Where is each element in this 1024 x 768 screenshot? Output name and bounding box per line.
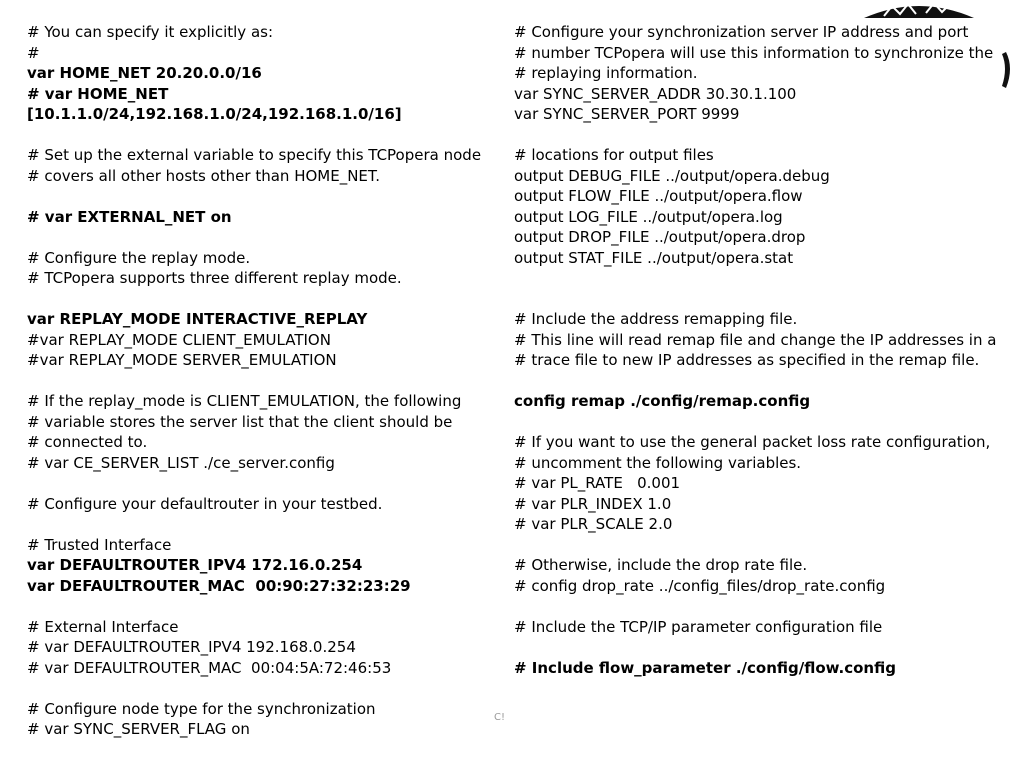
right-config-line: # var PLR_INDEX 1.0 [514, 494, 672, 513]
right-config-line: # Include the address remapping file. [514, 310, 798, 328]
left-config-column [27, 22, 497, 740]
left-config-line: var REPLAY_MODE INTERACTIVE_REPLAY [27, 310, 368, 328]
left-config-line: # covers all other hosts other than HOME_NET. [27, 166, 381, 185]
right-config-line: # var PL_RATE 0.001 [514, 474, 681, 492]
right-config-line: # replaying information. [514, 64, 698, 82]
left-config-line: # var HOME_NET [27, 84, 169, 103]
left-config-blank-line [27, 678, 497, 699]
right-config-line: var SYNC_SERVER_PORT 9999 [514, 105, 740, 123]
right-config-blank-line [514, 371, 1014, 392]
left-config-blank-line [27, 289, 497, 310]
partial-logo-icon [834, 0, 1024, 110]
right-config-line: # locations for output files [514, 146, 714, 164]
right-config-line: # Include the TCP/IP parameter configuration file [514, 617, 883, 636]
right-config-blank-line [514, 535, 1014, 556]
right-config-line: # Otherwise, include the drop rate file. [514, 556, 808, 574]
left-config-blank-line [27, 227, 497, 248]
right-config-column [514, 22, 1014, 678]
right-config-line: output DEBUG_FILE ../output/opera.debug [514, 166, 830, 185]
right-config-line: # Include flow_parameter ./config/flow.config [514, 658, 896, 677]
right-config-line: # If you want to use the general packet loss rate configuration, [514, 433, 991, 451]
left-config-line: var DEFAULTROUTER_IPV4 172.16.0.254 [27, 556, 363, 574]
left-config-line: # var DEFAULTROUTER_MAC 00:04:5A:72:46:53 [27, 658, 392, 677]
right-config-line: # var PLR_SCALE 2.0 [514, 515, 673, 533]
right-config-line: # config drop_rate ../config_files/drop_rate.config [514, 576, 886, 595]
left-config-line: # variable stores the server list that the client should be [27, 412, 453, 431]
left-config-line: # You can specify it explicitly as: [27, 23, 273, 41]
left-config-line: #var REPLAY_MODE CLIENT_EMULATION [27, 330, 331, 349]
left-config-line: # Configure the replay mode. [27, 248, 251, 267]
right-config-blank-line [514, 289, 1014, 310]
right-config-blank-line [514, 596, 1014, 617]
left-config-line: # var DEFAULTROUTER_IPV4 192.168.0.254 [27, 638, 356, 656]
left-config-line: # var SYNC_SERVER_FLAG on [27, 720, 250, 738]
left-config-blank-line [27, 473, 497, 494]
right-config-blank-line [514, 412, 1014, 433]
right-config-line: # This line will read remap file and change the IP addresses in a [514, 330, 997, 349]
left-config-line: # var EXTERNAL_NET on [27, 207, 232, 226]
right-config-line: # number TCPopera will use this information to synchronize the [514, 43, 994, 62]
center-mark: C! [494, 712, 505, 723]
right-config-line: output STAT_FILE ../output/opera.stat [514, 248, 794, 267]
left-config-line: #var REPLAY_MODE SERVER_EMULATION [27, 351, 337, 369]
right-config-line: # trace file to new IP addresses as specified in the remap file. [514, 351, 980, 369]
left-config-line: # var CE_SERVER_LIST ./ce_server.config [27, 453, 335, 472]
left-config-blank-line [27, 596, 497, 617]
right-config-blank-line [514, 268, 1014, 289]
left-config-blank-line [27, 371, 497, 392]
left-config-line: # Configure node type for the synchronization [27, 699, 376, 718]
left-config-line: # If the replay_mode is CLIENT_EMULATION, the following [27, 392, 462, 410]
left-config-line: # connected to. [27, 433, 148, 451]
left-config-line: # Trusted Interface [27, 535, 172, 554]
left-config-blank-line [27, 125, 497, 146]
left-config-blank-line [27, 514, 497, 535]
right-config-blank-line [514, 125, 1014, 146]
left-config-line: # [27, 43, 40, 62]
right-config-line: config remap ./config/remap.config [514, 392, 811, 410]
right-config-line: # Configure your synchronization server IP address and port [514, 23, 969, 41]
right-config-line: var SYNC_SERVER_ADDR 30.30.1.100 [514, 84, 797, 103]
right-config-line: output LOG_FILE ../output/opera.log [514, 207, 783, 226]
left-config-line: var DEFAULTROUTER_MAC 00:90:27:32:23:29 [27, 576, 411, 595]
left-config-line: var HOME_NET 20.20.0.0/16 [27, 64, 262, 82]
left-config-line: # Configure your defaultrouter in your testbed. [27, 494, 383, 513]
left-config-line: # TCPopera supports three different replay mode. [27, 269, 402, 287]
right-config-line: # uncomment the following variables. [514, 453, 802, 472]
left-config-blank-line [27, 186, 497, 207]
left-config-line: # External Interface [27, 617, 179, 636]
right-config-blank-line [514, 637, 1014, 658]
left-config-line: [10.1.1.0/24,192.168.1.0/24,192.168.1.0/16] [27, 105, 402, 123]
right-config-line: output DROP_FILE ../output/opera.drop [514, 228, 806, 246]
right-config-line: output FLOW_FILE ../output/opera.flow [514, 187, 803, 205]
left-config-line: # Set up the external variable to specify this TCPopera node [27, 146, 482, 164]
